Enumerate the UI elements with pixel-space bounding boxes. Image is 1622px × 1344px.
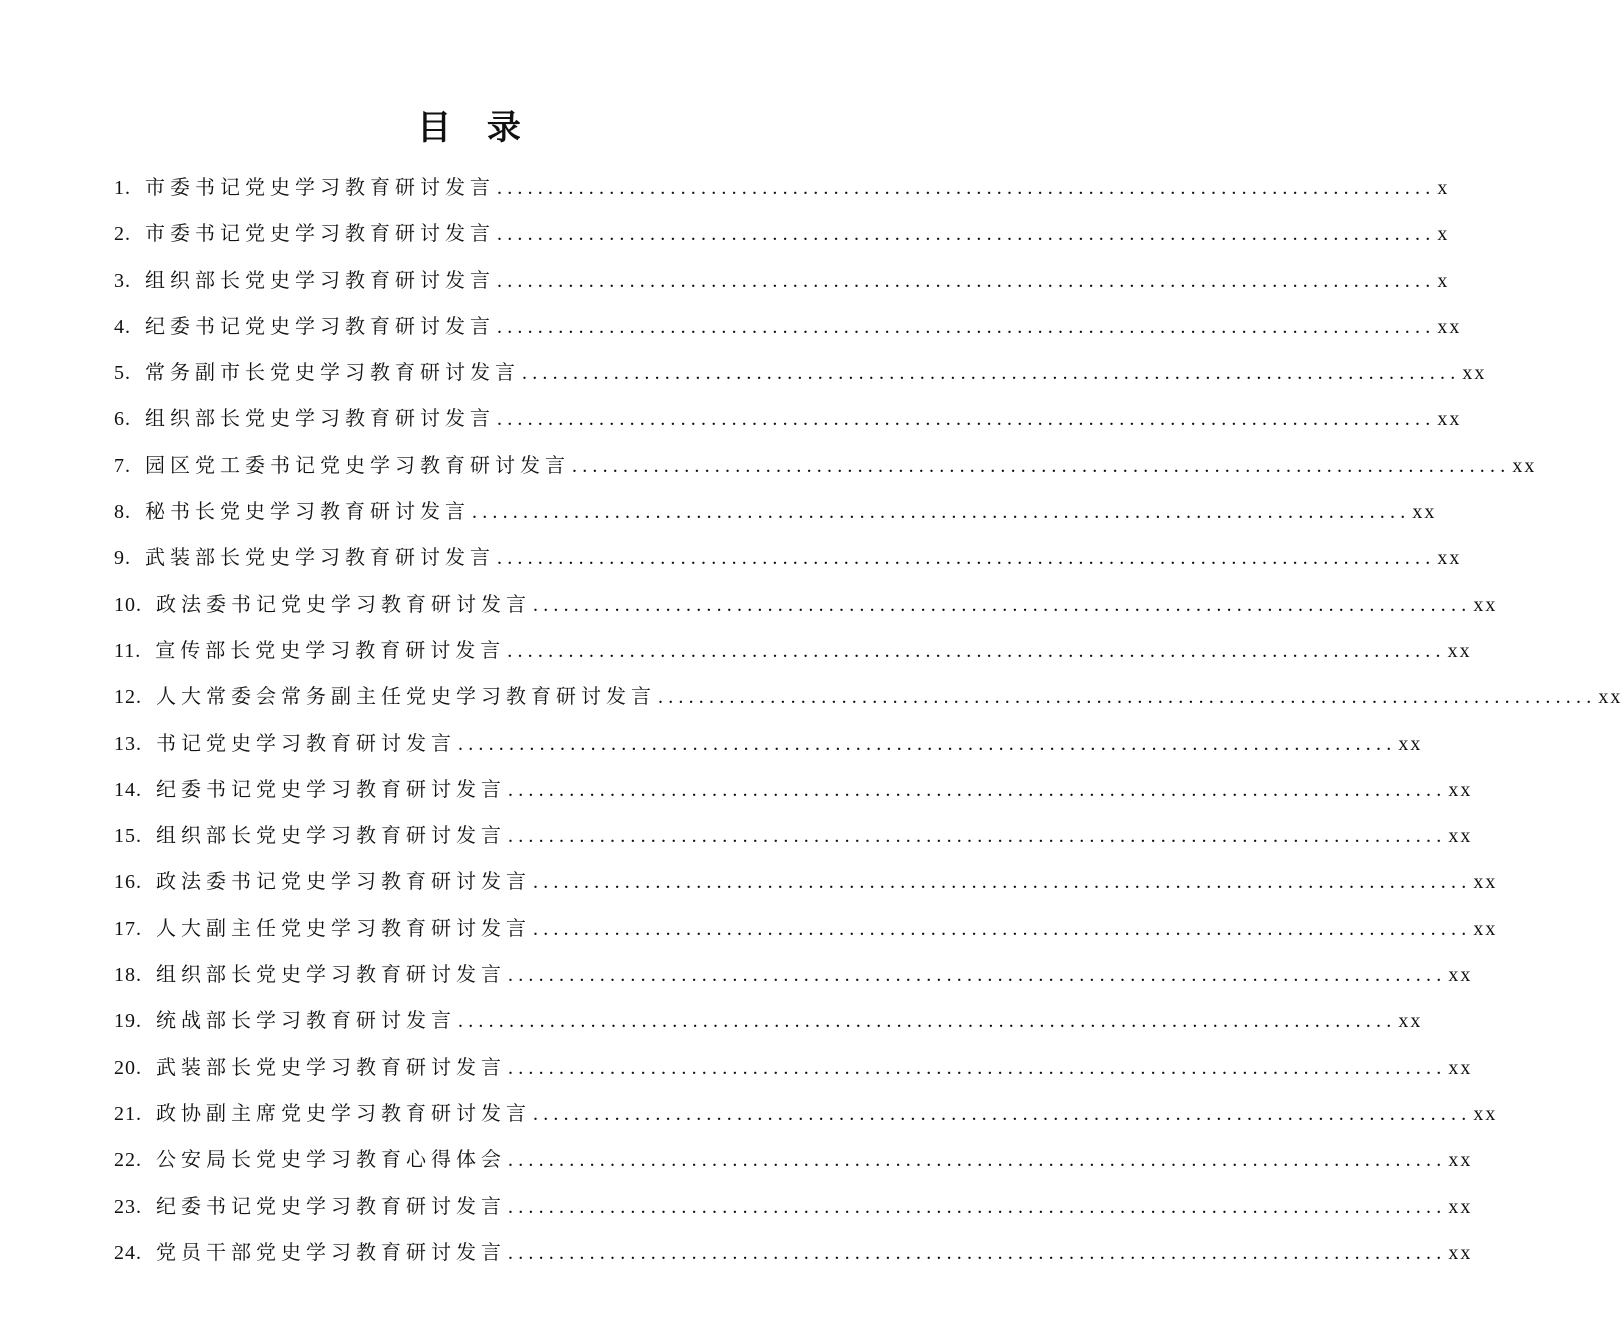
toc-dot-leader: ............................................................................................ [497, 315, 1436, 338]
toc-entry[interactable] [114, 1136, 1473, 1182]
toc-entry-title: 组织部长党史学习教育研讨发言 [145, 406, 495, 431]
toc-dot-leader: ............................................................................................ [508, 1195, 1447, 1218]
toc-entry-title: 武装部长党史学习教育研讨发言 [156, 1054, 506, 1079]
toc-entry-page: xx [1473, 871, 1498, 894]
toc-dot-leader: ............................................................................................ [472, 501, 1411, 524]
toc-entry-number: 14. [114, 778, 142, 801]
toc-entry-number: 11. [114, 639, 142, 662]
toc-entry[interactable] [114, 257, 1450, 303]
toc-entry-number: 22. [114, 1149, 142, 1172]
toc-entry-number: 20. [114, 1056, 142, 1079]
toc-dot-leader: ............................................................................................ [508, 1149, 1447, 1172]
toc-dot-leader: ............................................................................................ [497, 177, 1436, 199]
toc-entry-number: 21. [114, 1102, 142, 1125]
toc-entry-title: 武装部长党史学习教育研讨发言 [145, 545, 495, 570]
toc-dot-leader: ............................................................................................ [533, 1102, 1472, 1125]
toc-dot-leader: ............................................................................................ [497, 547, 1436, 570]
toc-entry-number: 5. [114, 362, 131, 385]
toc-entry-number: 13. [114, 732, 142, 755]
toc-entry-number: 16. [114, 871, 142, 894]
toc-dot-leader: ............................................................................................ [458, 1010, 1397, 1033]
toc-entry-page: xx [1437, 408, 1462, 431]
toc-entry[interactable] [114, 997, 1423, 1043]
toc-entry[interactable] [114, 303, 1462, 349]
toc-entry[interactable] [114, 349, 1487, 395]
toc-entry-title: 政协副主席党史学习教育研讨发言 [156, 1100, 531, 1125]
toc-entry-page: xx [1448, 825, 1473, 848]
toc-entry-page: xx [1447, 639, 1472, 662]
toc-entry-number: 9. [114, 547, 131, 570]
toc-entry-title: 公安局长党史学习教育心得体会 [156, 1147, 506, 1172]
toc-entry-page: x [1437, 223, 1450, 246]
toc-dot-leader: ............................................................................................ [508, 825, 1447, 848]
toc-entry-title: 纪委书记党史学习教育研讨发言 [145, 313, 495, 338]
toc-entry-number: 10. [114, 593, 142, 616]
toc-entry-page: x [1437, 269, 1450, 292]
toc-entry[interactable] [114, 581, 1498, 627]
toc-entry[interactable] [114, 720, 1423, 766]
toc-entry[interactable] [114, 488, 1437, 534]
toc-entry-number: 8. [114, 501, 131, 524]
toc-dot-leader: ............................................................................................ [572, 454, 1511, 477]
toc-entry-page: xx [1473, 593, 1498, 616]
toc-dot-leader: ............................................................................................ [533, 593, 1472, 616]
toc-entry-title: 人大常委会常务副主任党史学习教育研讨发言 [156, 684, 656, 709]
table-of-contents [114, 164, 1622, 1275]
toc-entry-page: xx [1398, 732, 1423, 755]
toc-entry-title: 纪委书记党史学习教育研讨发言 [156, 776, 506, 801]
toc-entry-number: 24. [114, 1241, 142, 1264]
toc-entry-number: 2. [114, 223, 131, 246]
toc-entry-title: 政法委书记党史学习教育研讨发言 [156, 591, 531, 616]
toc-entry-title: 组织部长党史学习教育研讨发言 [145, 267, 495, 292]
toc-dot-leader: ............................................................................................ [522, 362, 1461, 385]
toc-entry-number: 15. [114, 825, 142, 848]
page-title: 目 录 [417, 108, 533, 148]
toc-entry-title: 市委书记党史学习教育研讨发言 [145, 221, 495, 246]
toc-entry-page: xx [1448, 778, 1473, 801]
toc-entry[interactable] [114, 1090, 1498, 1136]
toc-dot-leader: ............................................................................................ [497, 223, 1436, 246]
toc-entry-title: 市委书记党史学习教育研讨发言 [145, 175, 495, 199]
toc-dot-leader: ............................................................................................ [508, 1241, 1447, 1264]
toc-entry-page: xx [1512, 454, 1537, 477]
toc-entry[interactable] [114, 812, 1473, 858]
toc-entry[interactable] [114, 442, 1537, 488]
toc-entry[interactable] [114, 395, 1462, 441]
toc-entry[interactable] [114, 858, 1498, 904]
toc-dot-leader: ............................................................................................ [508, 1056, 1447, 1079]
toc-entry-page: xx [1437, 547, 1462, 570]
toc-entry-page: xx [1473, 1102, 1498, 1125]
toc-entry-title: 书记党史学习教育研讨发言 [156, 730, 456, 755]
toc-entry[interactable] [114, 766, 1473, 812]
toc-entry-title: 园区党工委书记党史学习教育研讨发言 [145, 452, 570, 477]
toc-entry[interactable] [114, 627, 1472, 673]
toc-entry-title: 秘书长党史学习教育研讨发言 [145, 499, 470, 524]
toc-dot-leader: ............................................................................................ [507, 639, 1446, 662]
toc-dot-leader: ............................................................................................ [508, 778, 1447, 801]
toc-entry[interactable] [114, 164, 1450, 210]
toc-entry[interactable] [114, 1229, 1473, 1275]
toc-entry[interactable] [114, 1044, 1473, 1090]
toc-entry-page: x [1437, 177, 1450, 199]
toc-entry-number: 4. [114, 315, 131, 338]
toc-entry-page: xx [1412, 501, 1437, 524]
toc-entry-title: 宣传部长党史学习教育研讨发言 [155, 637, 506, 662]
toc-entry-title: 组织部长党史学习教育研讨发言 [156, 962, 506, 987]
toc-entry-page: xx [1437, 315, 1462, 338]
toc-entry-page: xx [1448, 1149, 1473, 1172]
toc-entry-number: 7. [114, 454, 131, 477]
toc-entry-number: 6. [114, 408, 131, 431]
toc-entry-page: xx [1448, 1056, 1473, 1079]
toc-entry-number: 1. [114, 177, 131, 199]
toc-entry-title: 组织部长党史学习教育研讨发言 [156, 823, 506, 848]
toc-entry[interactable] [114, 534, 1462, 580]
toc-entry[interactable] [114, 905, 1498, 951]
toc-dot-leader: ............................................................................................ [533, 917, 1472, 940]
toc-dot-leader: ............................................................................................ [533, 871, 1472, 894]
toc-entry-title: 纪委书记党史学习教育研讨发言 [156, 1193, 506, 1218]
toc-dot-leader: ............................................................................................ [497, 269, 1436, 292]
toc-entry-page: xx [1598, 686, 1622, 709]
toc-entry-number: 18. [114, 964, 142, 987]
toc-entry-page: xx [1398, 1010, 1423, 1033]
toc-entry-number: 19. [114, 1010, 142, 1033]
toc-entry[interactable] [114, 210, 1450, 256]
toc-entry-page: xx [1448, 1241, 1473, 1264]
toc-entry-page: xx [1473, 917, 1498, 940]
toc-dot-leader: ............................................................................................ [508, 964, 1447, 987]
toc-entry-number: 3. [114, 269, 131, 292]
toc-entry-page: xx [1462, 362, 1487, 385]
toc-entry-page: xx [1448, 964, 1473, 987]
toc-entry-title: 人大副主任党史学习教育研讨发言 [156, 915, 531, 940]
toc-entry-title: 统战部长学习教育研讨发言 [156, 1008, 456, 1033]
toc-entry-title: 政法委书记党史学习教育研讨发言 [156, 869, 531, 894]
toc-entry-number: 23. [114, 1195, 142, 1218]
toc-entry-number: 12. [114, 686, 142, 709]
toc-entry-number: 17. [114, 917, 142, 940]
toc-dot-leader: ............................................................................................ [658, 686, 1597, 709]
toc-entry[interactable] [114, 673, 1622, 719]
toc-dot-leader: ............................................................................................ [497, 408, 1436, 431]
toc-entry-title: 党员干部党史学习教育研讨发言 [156, 1239, 506, 1264]
toc-entry[interactable] [114, 1183, 1473, 1229]
toc-entry[interactable] [114, 951, 1473, 997]
toc-dot-leader: ............................................................................................ [458, 732, 1397, 755]
toc-entry-title: 常务副市长党史学习教育研讨发言 [145, 360, 520, 385]
toc-entry-page: xx [1448, 1195, 1473, 1218]
